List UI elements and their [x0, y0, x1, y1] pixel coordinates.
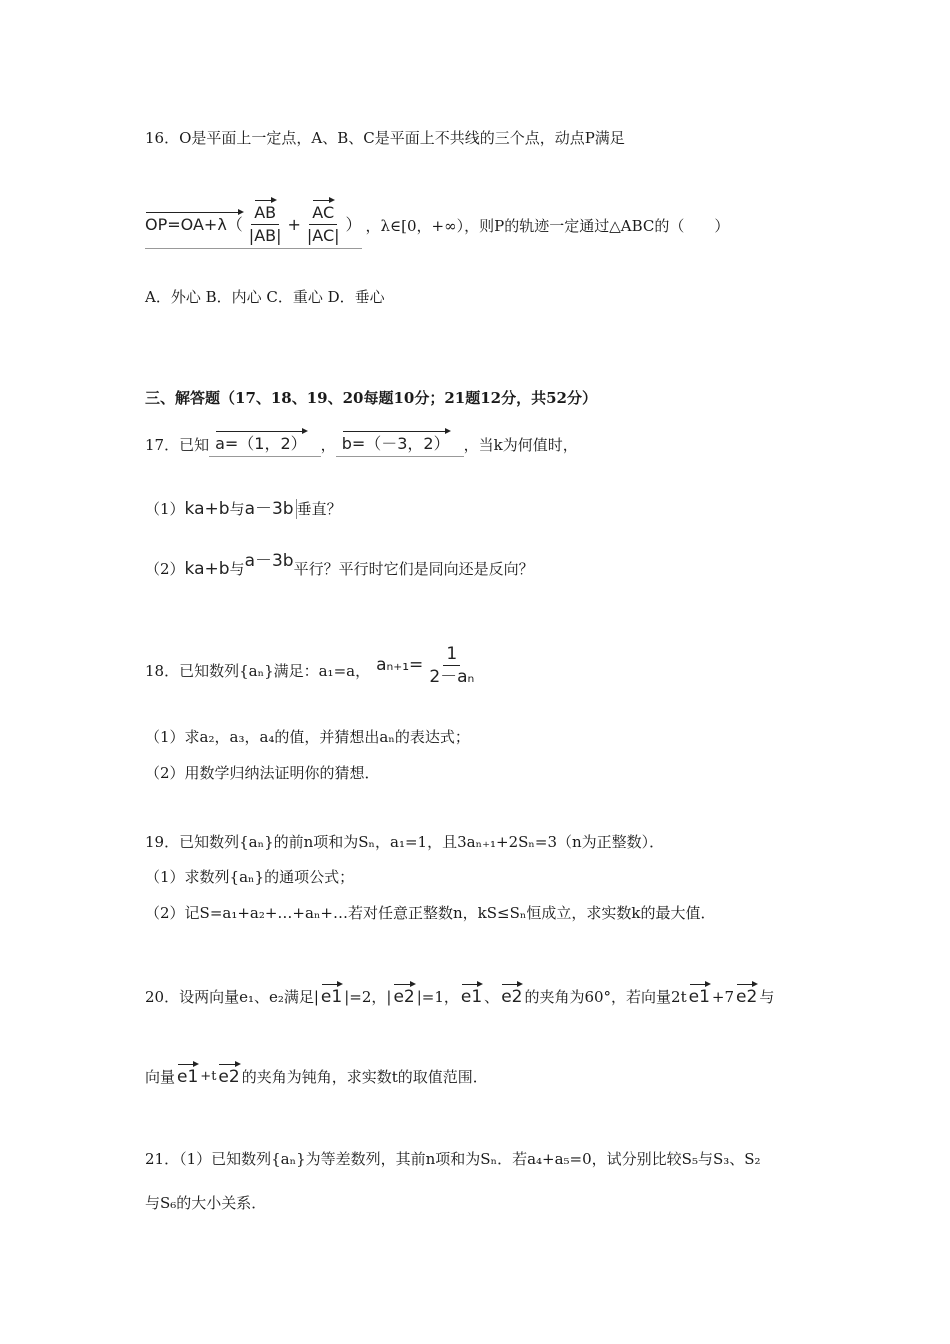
q17-p2-with: 与 — [229, 560, 245, 578]
q20-e1: e1 — [320, 987, 343, 1007]
q18-lead: 18．已知数列{aₙ}满足：a₁=a， — [145, 662, 371, 680]
q17-p1-tail: 垂直？ — [296, 500, 342, 518]
q17-p1-expr1: ka+b — [184, 499, 230, 519]
q20-e2d: e2 — [218, 1067, 240, 1087]
q18-stem — [145, 640, 480, 690]
q20-line2 — [145, 1060, 488, 1094]
q18-formula-frac — [426, 644, 477, 687]
q16-formula-left: OP=OA+λ（ — [145, 214, 243, 234]
q17-p1-with: 与 — [229, 500, 245, 518]
q17-a-vector — [209, 434, 321, 457]
q20-e2c: e2 — [736, 987, 758, 1007]
q18-part2: （2）用数学归纳法证明你的猜想． — [145, 764, 380, 782]
q16-formula-close: ） — [345, 214, 362, 234]
q17-p1-label: （1） — [145, 500, 185, 518]
q17-p1-expr2: a－3b — [245, 499, 297, 519]
q18-formula — [376, 644, 480, 687]
q20-angle: 的夹角为60°，若向量2t — [524, 988, 687, 1006]
q16-formula: OP=OA+λ（ $\frac{AB}{|AB|}$ + $\frac{AC}{|AC|}$ ） — [145, 203, 362, 249]
q20-plust: +t — [200, 1069, 217, 1084]
q16-formula-line — [145, 200, 729, 252]
q17-lead: 17．已知 — [145, 436, 210, 454]
q21-line2: 与S₆的大小关系． — [145, 1194, 267, 1212]
q18-formula-num: 1 — [443, 644, 460, 666]
q18-formula-den: 2－aₙ — [429, 666, 475, 687]
q19-stem: 19．已知数列{aₙ}的前n项和为Sₙ，a₁=1，且3aₙ₊₁+2Sₙ=3（n为正整数）． — [145, 833, 665, 851]
q19-part2: （2）记S=a₁+a₂+…+aₙ+…若对任意正整数n，kS≤Sₙ恒成立，求实数k的最大值． — [145, 904, 716, 922]
q20-eq1: |=2，| — [344, 988, 392, 1006]
q17-part1 — [145, 494, 342, 524]
q16-frac-ab — [246, 203, 285, 246]
q17-p2-expr1: ka+b — [184, 559, 230, 579]
q16-frac-ac-num: AC — [312, 203, 335, 222]
q16-options: A．外心 B．内心 C．重心 D．垂心 — [145, 288, 385, 306]
q20-line2-lead: 向量 — [145, 1068, 176, 1086]
q17-sep: ， — [320, 436, 336, 454]
q17-p2-label: （2） — [145, 560, 185, 578]
q21-line1: 21．（1）已知数列{aₙ}为等差数列，其前n项和为Sₙ．若a₄+a₅=0，试分别比较S₅与S₃、S₂ — [145, 1150, 761, 1168]
q16-frac-ab-den: |AB| — [248, 226, 282, 245]
q20-e1b: e1 — [460, 987, 483, 1007]
q20-eq2: |=1， — [416, 988, 459, 1006]
q17-tail: ，当k为何值时， — [463, 436, 578, 454]
q17-b-vector — [336, 434, 464, 457]
q17-p2-tail: 平行？平行时它们是同向还是反向？ — [293, 560, 534, 578]
q20-plus7: +7 — [711, 988, 735, 1006]
q17-b-vector-text: b=（－3，2） — [341, 433, 450, 453]
q17-p2-expr2: a－3b — [244, 551, 294, 571]
q20-line2-tail: 的夹角为钝角，求实数t的取值范围． — [241, 1068, 488, 1086]
q18-formula-lhs: aₙ₊₁= — [376, 655, 424, 675]
q20-with: 与 — [759, 988, 775, 1006]
q16-frac-ab-num: AB — [254, 203, 277, 222]
q17-a-vector-text: a=（1，2） — [215, 433, 307, 453]
q19-part1: （1）求数列{aₙ}的通项公式； — [145, 868, 355, 886]
q20-e2b: e2 — [501, 987, 523, 1007]
q16-frac-ac-den: |AC| — [306, 226, 340, 245]
q20-lead: 20．设两向量e₁、e₂满足| — [145, 988, 319, 1006]
q20-e2: e2 — [393, 987, 415, 1007]
q20-e1d: e1 — [177, 1067, 199, 1087]
q16-frac-ac — [304, 203, 343, 246]
q16-stem: 16．O是平面上一定点，A、B、C是平面上不共线的三个点，动点P满足 — [145, 129, 625, 147]
q17-stem — [145, 430, 578, 460]
q20-line1 — [145, 980, 774, 1014]
q17-part2 — [145, 551, 534, 584]
q20-e1c: e1 — [688, 987, 710, 1007]
q16-tail: ，λ∈[0，+∞），则P的轨迹一定通过△ABC的（ ） — [365, 217, 730, 235]
section3-heading: 三、解答题（17、18、19、20每题10分；21题12分，共52分） — [145, 389, 597, 407]
q18-part1: （1）求a₂，a₃，a₄的值，并猜想出aₙ的表达式； — [145, 728, 470, 746]
q20-comma: 、 — [484, 988, 500, 1006]
